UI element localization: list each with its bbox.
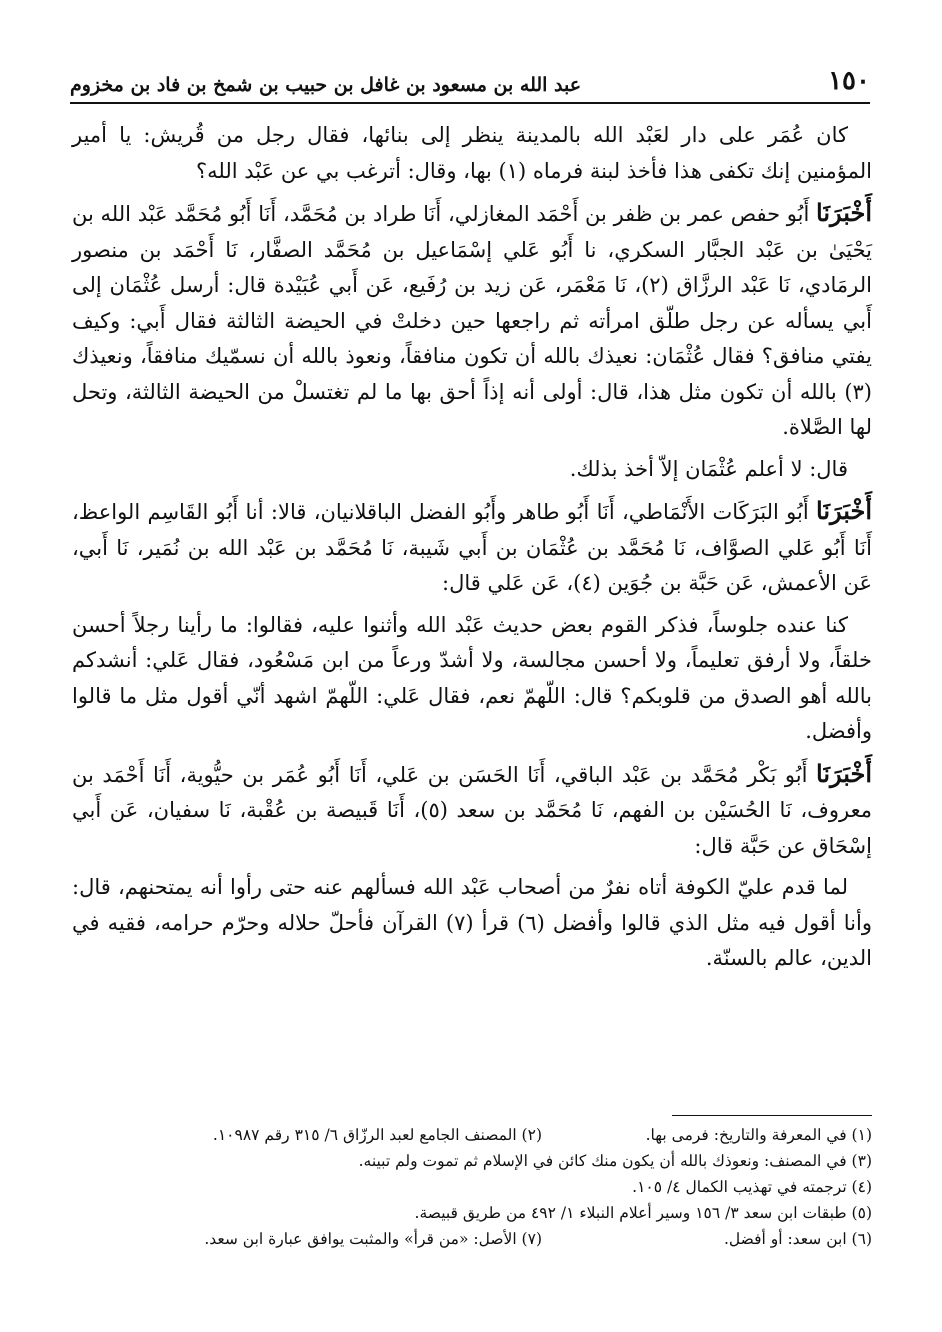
footnote-row bbox=[72, 1148, 872, 1174]
paragraph-2-text: أَبُو حفص عمر بن ظفر بن أَحْمَد المغازلي، أَنَا طراد بن مُحَمَّد، أَنَا أَبُو مُحَمَّد عَبْد الله بن يَحْيَىٰ بن عَبْد الجبَّار السكري، نا أَبُو عَلي إسْمَاعيل بن مُحَمَّد الصفَّار، نَا أَحْمَد بن منصور الرمَادي، نَا عَبْد الرزَّاق (٢)، نَا مَعْمَر، عَن زيد بن رُفَيع، عَن أَبي عُبَيْدة قال: أرسل عُثْمَان إلى أَبي يسأله عن رجل طلّق امرأته ثم راجعها حين دخلتْ في الحيضة الثالثة فقال أَبي: وكيف يفتي منافق؟ فقال عُثْمَان: نعيذك بالله أن تكون منافقاً، ونعوذ بالله أن نسمّيك منافقاً، ونعيذك (٣) بالله أن تكون مثل هذا، قال: أولى أنه إذاً أحق بها ما لم تغتسلْ من الحيضة الثالثة، وتحل لها الصَّلاة. bbox=[72, 202, 872, 439]
footnote-1: (١) في المعرفة والتاريخ: فرمى بها. bbox=[645, 1126, 872, 1144]
footnote-row bbox=[72, 1122, 872, 1148]
paragraph-6-text: أَبُو بَكْر مُحَمَّد بن عَبْد الباقي، أَنَا الحَسَن بن عَلي، أَنَا أَبُو عُمَر بن حيُّوية، أَنَا أَحْمَد بن معروف، نَا الحُسَيْن بن الفهم، نَا مُحَمَّد بن سعد (٥)، أَنَا قَبيصة بن عُقْبة، نَا سفيان، عَن أَبي إسْحَاق عن حَبَّة قال: bbox=[72, 762, 872, 858]
akhbarana-keyword: أَخْبَرَنَا bbox=[816, 198, 872, 227]
footnote-4: (٤) ترجمته في تهذيب الكمال ٤/ ١٠٥. bbox=[632, 1178, 872, 1196]
footnote-row bbox=[72, 1200, 872, 1226]
akhbarana-keyword: أَخْبَرَنَا bbox=[816, 758, 872, 788]
page-number: ١٥٠ bbox=[828, 66, 870, 96]
footnote-3: (٣) في المصنف: ونعوذك بالله أن يكون منك كائن في الإسلام ثم تموت ولم تبينه. bbox=[358, 1152, 872, 1170]
footnote-6: (٦) ابن سعد: أو أفضل. bbox=[723, 1230, 872, 1248]
footnote-row bbox=[72, 1226, 872, 1252]
paragraph-7-text: لما قدم عليّ الكوفة أتاه نفرٌ من أصحاب عَبْد الله فسألهم عنه حتى رأوا أنه يمتحنهم، قال: وأنا أقول فيه مثل الذي قالوا وأفضل (٦) قرأ (٧) القرآن فأحلّ حلاله وحرّم حرامه، فقيه في الدين، عالم بالسنّة. bbox=[72, 875, 872, 970]
footnote-row bbox=[72, 1174, 872, 1200]
paragraph-2 bbox=[72, 195, 872, 446]
footnote-5: (٥) طبقات ابن سعد ٣/ ١٥٦ وسير أعلام النبلاء ١/ ٤٩٢ من طريق قبيصة. bbox=[414, 1204, 872, 1222]
paragraph-3 bbox=[72, 452, 872, 488]
paragraph-5 bbox=[72, 608, 872, 750]
page-header bbox=[70, 52, 870, 104]
paragraph-6 bbox=[72, 756, 872, 865]
footnotes bbox=[72, 1122, 872, 1252]
paragraph-5-text: كنا عنده جلوساً، فذكر القوم بعض حديث عَبْد الله وأثنوا عليه، فقالوا: ما رأينا رجلاً أحسن خلقاً، ولا أرفق تعليماً، ولا أحسن مجالسة، ولا أشدّ ورعاً من ابن مَسْعُود، فقال عَلي: أنشدكم بالله أهو الصدق من قلوبكم؟ قال: اللّهمّ نعم، فقال عَلي: اللّهمّ اشهد أنّي أقول مثل ما قالوا وأفضل. bbox=[72, 612, 872, 743]
footnote-separator bbox=[672, 1115, 872, 1116]
paragraph-1 bbox=[72, 118, 872, 189]
paragraph-4-text: أَبُو البَرَكَات الأَنْمَاطي، أَنَا أَبُو طاهر وأَبُو الفضل الباقلانيان، قالا: أنا أَبُو القَاسِم الواعظ، أَنَا أَبُو عَلي الصوَّاف، نَا مُحَمَّد بن عُثْمَان بن أَبي شَيبة، نَا مُحَمَّد بن عَبْد الله بن نُمَير، نَا أَبي، عَن الأعمش، عَن حَبَّة بن جُوَين (٤)، عَن عَلي قال: bbox=[72, 500, 872, 595]
paragraph-1-text: كان عُمَر على دار لعَبْد الله بالمدينة ينظر إلى بنائها، فقال رجل من قُريش: يا أمير المؤمنين إنك تكفى هذا فأخذ لبنة فرماه (١) بها، وقال: أترغب بي عن عَبْد الله؟ bbox=[72, 123, 872, 183]
footnote-7: (٧) الأصل: «من قرأ» والمثبت يوافق عبارة ابن سعد. bbox=[204, 1230, 542, 1248]
footnote-2: (٢) المصنف الجامع لعبد الرزّاق ٦/ ٣١٥ رقم ١٠٩٨٧. bbox=[212, 1126, 542, 1144]
paragraph-7 bbox=[72, 870, 872, 977]
paragraph-4 bbox=[72, 493, 872, 602]
paragraph-3-text: قال: لا أعلم عُثْمَان إلاّ أخذ بذلك. bbox=[569, 456, 848, 481]
akhbarana-keyword: أَخْبَرَنَا bbox=[816, 496, 872, 525]
main-text bbox=[72, 118, 872, 983]
running-title: عبد الله بن مسعود بن غافل بن حبيب بن شمخ بن فاد بن مخزوم bbox=[70, 74, 582, 96]
